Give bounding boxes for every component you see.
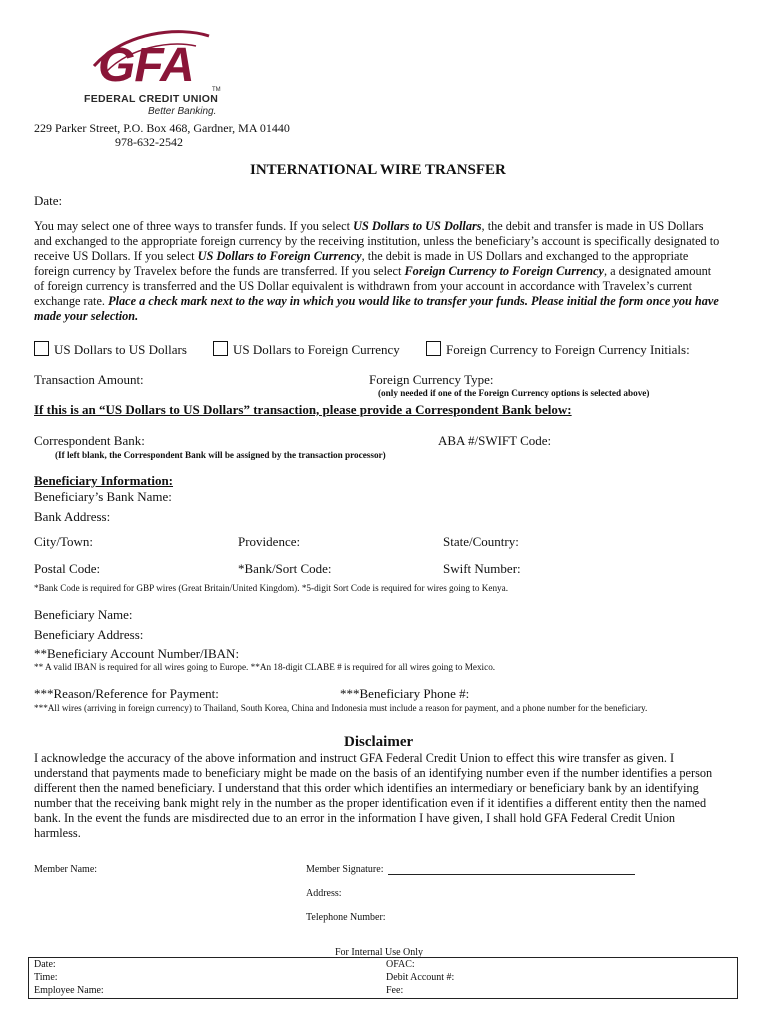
internal-employee-label: Employee Name:	[34, 985, 104, 996]
currency-type-label: Foreign Currency Type:	[369, 372, 494, 387]
internal-use-box	[28, 957, 738, 999]
internal-use-heading: For Internal Use Only	[335, 947, 424, 958]
telephone-label: Telephone Number:	[306, 912, 386, 923]
option-usd-usd-checkbox[interactable]	[34, 341, 49, 356]
address-line: 229 Parker Street, P.O. Box 468, Gardner, MA 01440	[34, 121, 290, 135]
transaction-amount-label: Transaction Amount:	[34, 372, 144, 387]
correspondent-heading: If this is an “US Dollars to US Dollars” transaction, please provide a Correspondent Bank below:	[34, 402, 572, 417]
swift-number-label: Swift Number:	[443, 561, 521, 576]
iban-note: ** A valid IBAN is required for all wires going to Europe. **An 18-digit CLABE # is required for all wires going to Mexico.	[34, 662, 496, 672]
internal-time-label: Time:	[34, 972, 58, 983]
signature-line[interactable]	[388, 874, 635, 875]
correspondent-bank-label: Correspondent Bank:	[34, 433, 145, 448]
bank-address-label: Bank Address:	[34, 509, 111, 524]
member-name-label: Member Name:	[34, 864, 98, 875]
option-usd-usd[interactable]	[34, 341, 187, 358]
intro-text-2: , the debit and transfer is made in US Dollars and exchanged to the appropriate foreign currency by the receiving institution, unless the beneficiary’s account is specifically designated to receive US Dollars. If you select	[34, 219, 720, 263]
reason-label: ***Reason/Reference for Payment:	[34, 686, 219, 701]
correspondent-note: (If left blank, the Correspondent Bank will be assigned by the transaction processor)	[55, 450, 386, 460]
reason-note: ***All wires (arriving in foreign currency) to Thailand, South Korea, China and Indonesia must include a reason for payment, and a phone number for the beneficiary.	[34, 703, 648, 713]
province-label: Providence:	[238, 534, 301, 549]
aba-swift-label: ABA #/SWIFT Code:	[438, 433, 552, 448]
member-signature-label: Member Signature:	[306, 864, 384, 875]
sort-code-label: *Bank/Sort Code:	[238, 561, 332, 576]
beneficiary-account-label: **Beneficiary Account Number/IBAN:	[34, 646, 240, 661]
disclaimer-text: I acknowledge the accuracy of the above information and instruct GFA Federal Credit Union to effect this wire transfer as given. I understand that payments made to beneficiary might be made on the basis of an identifying number even if the number identifies a person different then the named beneficiary. I understand that this order which identifies an intermediary or beneficiary bank by an identifying number that the receiving bank might rely in the number as the proper identification even if it identifies a different entity then the named bank. In the event the funds are misdirected due to an error in the information I have given, I shall hold GFA Federal Credit Union harmless.	[34, 751, 713, 840]
currency-type-note: (only needed if one of the Foreign Currency options is selected above)	[378, 388, 650, 398]
internal-ofac-label: OFAC:	[386, 959, 415, 970]
logo-tm: TM	[212, 87, 221, 93]
intro-text-3: , the debit is made in US Dollars and exchanged to the appropriate foreign currency by Travelex before the funds are transferred. If you select	[34, 249, 689, 278]
internal-fee-label: Fee:	[386, 985, 404, 996]
option-usd-usd-label: US Dollars to US Dollars	[54, 342, 187, 357]
intro-option-2: US Dollars to Foreign Currency	[197, 249, 362, 263]
option-foreign-foreign-label: Foreign Currency to Foreign Currency	[446, 342, 647, 357]
option-foreign-foreign-checkbox[interactable]	[426, 341, 441, 356]
internal-debit-label: Debit Account #:	[386, 972, 455, 983]
bank-code-note: *Bank Code is required for GBP wires (Great Britain/United Kingdom). *5-digit Sort Code is required for wires going to Kenya.	[34, 583, 509, 593]
intro-option-1: US Dollars to US Dollars	[353, 219, 482, 233]
logo-line1: FEDERAL CREDIT UNION	[84, 93, 219, 105]
initials-label: Initials:	[649, 342, 690, 357]
postal-code-label: Postal Code:	[34, 561, 101, 576]
beneficiary-info-heading: Beneficiary Information:	[34, 473, 174, 488]
beneficiary-address-label: Beneficiary Address:	[34, 627, 144, 642]
option-usd-foreign-checkbox[interactable]	[213, 341, 228, 356]
beneficiary-phone-label: ***Beneficiary Phone #:	[340, 686, 470, 701]
logo-name: GFA	[98, 39, 194, 92]
intro-instruction: Place a check mark next to the way in which you would like to transfer your funds. Please initial the form once you have made your selection.	[34, 294, 719, 323]
internal-date-label: Date:	[34, 959, 56, 970]
disclaimer-heading: Disclaimer	[344, 734, 414, 750]
intro-paragraph	[34, 219, 724, 324]
state-country-label: State/Country:	[443, 534, 519, 549]
date-label: Date:	[34, 193, 63, 208]
logo-tagline: Better Banking.	[148, 106, 217, 117]
beneficiary-bank-name-label: Beneficiary’s Bank Name:	[34, 489, 172, 504]
option-usd-foreign[interactable]	[213, 341, 400, 358]
page-title: INTERNATIONAL WIRE TRANSFER	[250, 162, 506, 178]
intro-text-4: , a designated amount of foreign currency is transferred and the US Dollar equivalent is withdrawn from your account in accordance with Travelex’s current exchange rate.	[34, 264, 712, 308]
address-phone: 978-632-2542	[115, 135, 183, 149]
beneficiary-name-label: Beneficiary Name:	[34, 607, 133, 622]
city-label: City/Town:	[34, 534, 94, 549]
option-usd-foreign-label: US Dollars to Foreign Currency	[233, 342, 400, 357]
intro-option-3: Foreign Currency to Foreign Currency	[404, 264, 604, 278]
option-foreign-foreign[interactable]	[426, 341, 690, 358]
intro-text-1: You may select one of three ways to transfer funds. If you select	[34, 219, 354, 233]
address-label: Address:	[306, 888, 342, 899]
